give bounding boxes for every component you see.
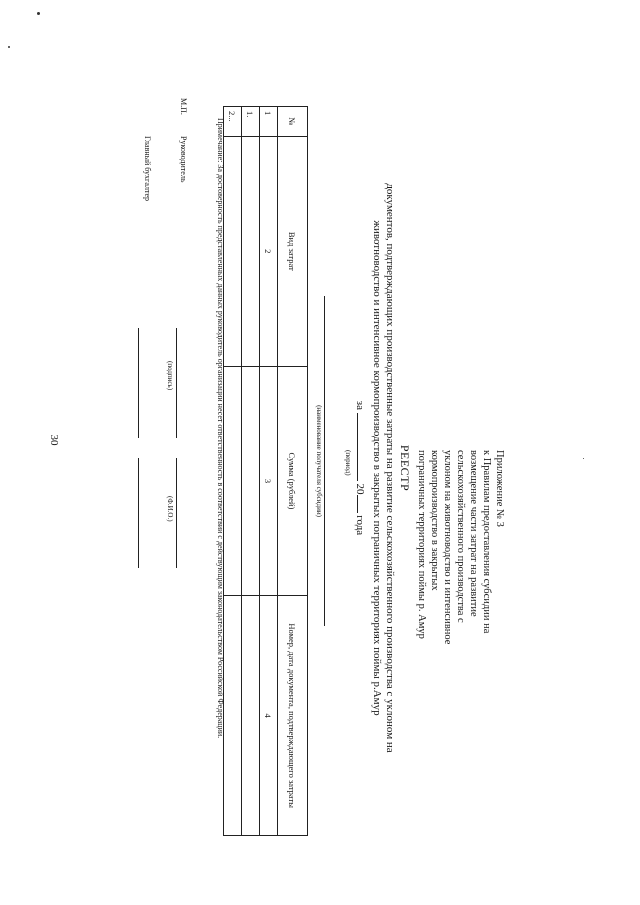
table-cell: 3 [260, 366, 278, 596]
register-subtitle [370, 98, 396, 838]
year-blank [357, 495, 368, 513]
head-name-line [176, 458, 177, 568]
table-cell [224, 596, 242, 836]
table-cell: 1 [260, 107, 278, 137]
table-cell [224, 136, 242, 366]
head-label: Руководитель [179, 136, 188, 183]
stamp-label: М.П. [179, 98, 188, 115]
document-body [120, 78, 520, 858]
accountant-name-line [138, 458, 139, 568]
appendix-line: к Правилам предоставления субсидии на [481, 450, 492, 634]
appendix-line: уклоном на животноводство и интенсивное [442, 450, 453, 645]
period-year-suffix: года [354, 515, 366, 536]
scan-speck [37, 12, 40, 15]
appendix-line: пограничных территориях поймы р. Амур [416, 450, 427, 639]
header-amount: Сумма (рублей) [278, 366, 308, 596]
header-expense-type: Вид затрат [278, 136, 308, 366]
period-line [354, 78, 368, 858]
page-number: 30 [48, 434, 60, 446]
table-cell [242, 366, 260, 596]
table-cell: 2... [224, 107, 242, 137]
table-row [224, 107, 242, 836]
head-signature-line [176, 328, 177, 438]
table-cell [242, 136, 260, 366]
table-cell [242, 596, 260, 836]
scan-speck [8, 46, 10, 48]
appendix-line: возмещение части затрат на развитие [468, 450, 479, 617]
table-cell [224, 366, 242, 596]
register-table [223, 106, 308, 836]
table-cell: 1. [242, 107, 260, 137]
table-header-row [278, 107, 308, 836]
appendix-line: кормопроизводство в закрытых [429, 450, 440, 591]
table-row [242, 107, 260, 836]
register-subtitle-line: животноводство и интенсивное кормопроизводство в закрытых пограничных территориях поймы р.Амур [371, 220, 383, 716]
accountant-label: Главный бухгалтер [143, 136, 152, 201]
period-caption: (период) [344, 450, 352, 476]
note-text: Примечание: За достоверность представленных данных руководитель организации несет ответственность в соответствии с действующим законодательством Российской Федерации. [216, 118, 225, 739]
register-title: РЕЕСТР [398, 444, 412, 492]
header-document: Номер, дата документа, подтверждающего затраты [278, 596, 308, 836]
header-number: № [278, 107, 308, 137]
register-subtitle-line: документов, подтверждающих производственные затраты на развитие сельскохозяйственного производства с уклоном на [384, 183, 396, 753]
recipient-caption: (наименование получателя субсидии) [315, 405, 323, 517]
table-row [260, 107, 278, 836]
appendix-line: сельскохозяйственного производства с [455, 450, 466, 623]
period-prefix: за [354, 400, 366, 411]
period-year-prefix: 20 [354, 483, 366, 495]
table-cell: 4 [260, 596, 278, 836]
name-caption: (Ф.И.О.) [166, 496, 174, 522]
recipient-line [324, 296, 325, 626]
accountant-signature-line [138, 328, 139, 438]
appendix-block [415, 450, 506, 820]
scan-speck [583, 458, 584, 459]
signature-caption: (подпись) [166, 361, 174, 391]
table-cell: 2 [260, 136, 278, 366]
appendix-title: Приложение № 3 [494, 450, 505, 527]
period-blank [357, 413, 368, 481]
